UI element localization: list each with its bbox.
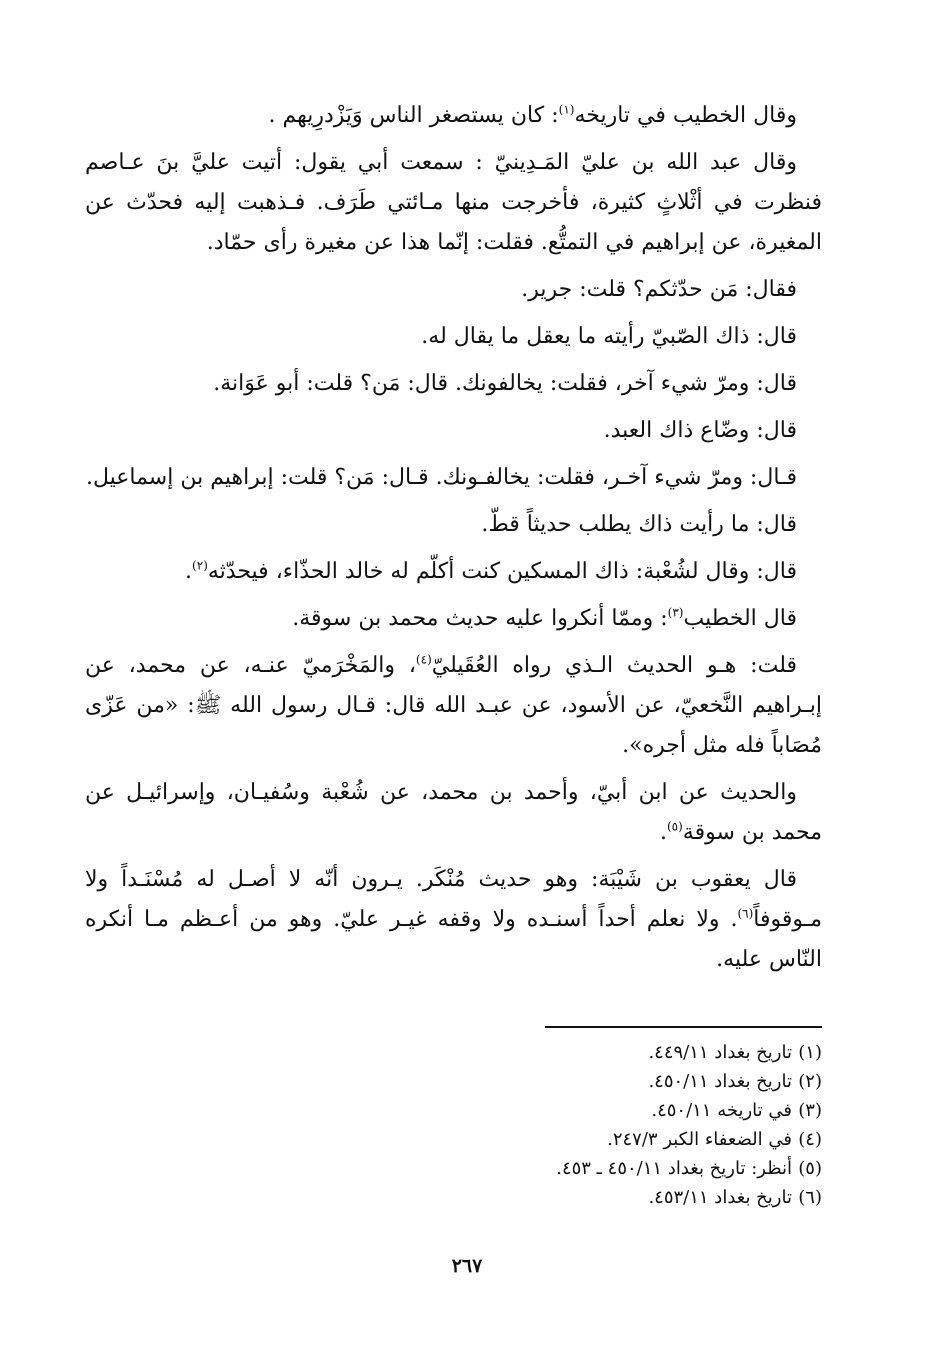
- text-run: قال: ومرّ شيء آخر، فقلت: يخالفونك. قال: مَن؟ قلت: أبو عَوَانة.: [213, 371, 797, 396]
- text-run: قال: وقال لشُعْبة: ذاك المسكين كنت أكلّم له خالد الحذّاء، فيحدّثه: [207, 559, 797, 584]
- paragraph: [85, 96, 822, 136]
- paragraph: [85, 552, 822, 592]
- footnote-number: (٤): [798, 1129, 822, 1150]
- text-run: فقال: مَن حدّثكم؟ قلت: جرير.: [521, 277, 797, 302]
- footnote-ref: (٦): [737, 906, 754, 921]
- footnote-text: أنظر: تاريخ بغداد ٤٥٠/١١ ـ ٤٥٣.: [556, 1158, 792, 1179]
- footnote: [350, 1154, 822, 1183]
- paragraph: [85, 458, 822, 498]
- footnote: [350, 1067, 822, 1096]
- paragraph: [85, 411, 822, 451]
- footnote-text: في الضعفاء الكبر ٢٤٧/٣.: [607, 1129, 792, 1150]
- text-run: .: [659, 820, 667, 845]
- text-run: قلت: هـو الحديث الـذي رواه العُقَيليّ: [431, 653, 797, 678]
- footnote: [350, 1183, 822, 1212]
- text-run: وقال الخطيب في تاريخه: [574, 103, 797, 128]
- footnote-number: (٦): [798, 1187, 822, 1208]
- paragraph: [85, 860, 822, 980]
- paragraph: [85, 599, 822, 639]
- footnote-number: (٣): [798, 1100, 822, 1121]
- paragraph: [85, 646, 822, 766]
- footnote-number: (٥): [798, 1158, 822, 1179]
- footnote: [350, 1096, 822, 1125]
- footnote-number: (١): [798, 1042, 822, 1063]
- footnote-separator: [545, 1026, 822, 1028]
- text-run: ، والمَخْرَميّ عنـه، عن محمد، عن إبـراهيم النَّخعيّ، عن الأسود، عن عبـد الله قال: قـال رسول الله ﷺ: «من عَزّى مُصَاباً فله مثل أجره».: [85, 653, 822, 758]
- paragraph: [85, 364, 822, 404]
- footnote: [350, 1038, 822, 1067]
- text-run: قال الخطيب: [683, 606, 797, 631]
- paragraph: [85, 773, 822, 853]
- footnotes: [350, 1038, 822, 1212]
- footnote-number: (٢): [798, 1071, 822, 1092]
- text-run: . ولا نعلم أحداً أسنـده ولا وقفه غيـر عليّ. وهو من أعـظم مـا أنكره النّاس عليه.: [85, 907, 822, 972]
- footnote-ref: (٥): [666, 819, 683, 834]
- footnote-ref: (٤): [415, 652, 432, 667]
- text-run: : وممّا أنكروا عليه حديث محمد بن سوقة.: [292, 606, 668, 631]
- page-number: ٢٦٧: [451, 1255, 483, 1277]
- footnote-ref: (٣): [667, 605, 684, 620]
- paragraph: [85, 317, 822, 357]
- text-run: : كان يستصغر الناس وَيَزْدرِيهم .: [268, 103, 559, 128]
- text-run: قال يعقوب بن شَيْبَة: وهو حديث مُنْكَر. يـرون أنّه لا أصـل له مُسْنَـداً ولا مـوقوفاً: [85, 867, 822, 932]
- text-run: والحديث عن ابن أبيّ، وأحمد بن محمد، عن شُعْبة وسُفيـان، وإسرائيـل عن محمد بن سوقة: [85, 780, 822, 845]
- paragraph: [85, 270, 822, 310]
- footnote-text: في تاريخه ٤٥٠/١١.: [651, 1100, 792, 1121]
- text-run: قال: ذاك الصّبيّ رأيته ما يعقل ما يقال له.: [421, 324, 797, 349]
- text-run: قال: وضّاع ذاك العبد.: [603, 418, 797, 443]
- text-run: قـال: ومرّ شيء آخـر، فقلت: يخالفـونك. قـال: مَن؟ قلت: إبراهيم بن إسماعيل.: [85, 465, 797, 490]
- text-run: وقال عبد الله بن عليّ المَـدِينيّ : سمعت أبي يقول: أتيت عليَّ بنَ عـاصم فنظرت في أثْلاثٍ كثيرة، فأخرجت منها مـائتي طَرَف. فـذهبت إليه فحدّث عن المغيرة، عن إبراهيم في التمتُّع. فقلت: إنّما هذا عن مغيرة رأى حمّاد.: [85, 150, 822, 255]
- footnote: [350, 1125, 822, 1154]
- footnote-text: تاريخ بغداد ٤٤٩/١١.: [648, 1042, 792, 1063]
- footnote-ref: (٢): [192, 558, 208, 573]
- paragraph: [85, 143, 822, 263]
- text-run: .: [185, 559, 193, 584]
- footnote-text: تاريخ بغداد ٤٥٣/١١.: [648, 1187, 792, 1208]
- paragraph: [85, 505, 822, 545]
- main-text: [85, 96, 822, 987]
- text-run: قال: ما رأيت ذاك يطلب حديثاً قطّ.: [481, 512, 797, 537]
- footnote-text: تاريخ بغداد ٤٥٠/١١.: [648, 1071, 792, 1092]
- footnote-ref: (١): [558, 102, 575, 117]
